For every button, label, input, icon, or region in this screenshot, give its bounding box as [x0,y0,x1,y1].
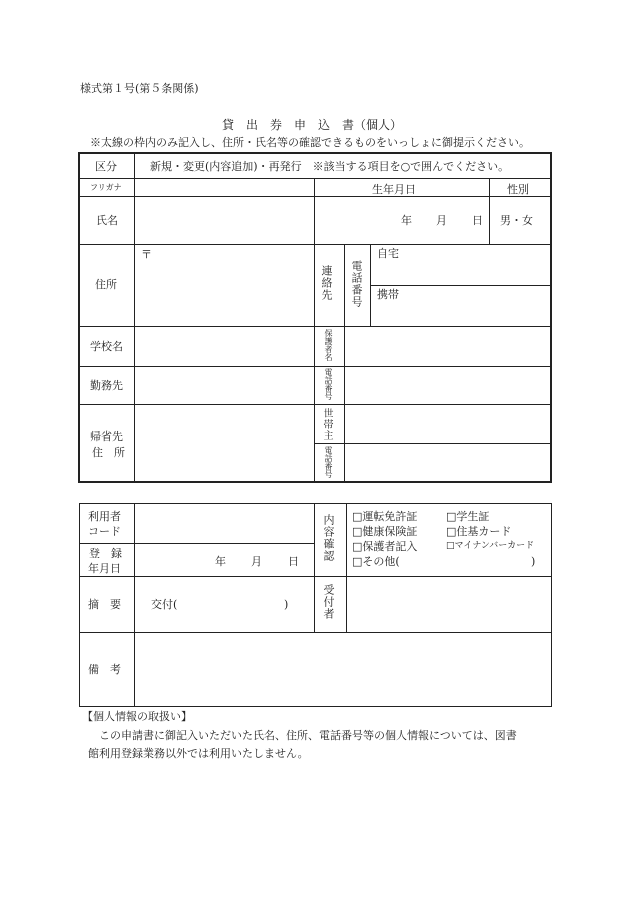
hometown-address-field[interactable] [136,406,312,481]
receiver-field[interactable] [348,578,550,631]
remarks-label: 備 考 [88,663,121,676]
registration-date-label-2: 年月日 [88,562,121,575]
gender-label: 性別 [507,183,529,196]
check-other[interactable]: □その他( [352,555,400,568]
work-label: 勤務先 [90,379,123,392]
school-label: 学校名 [90,340,123,353]
category-options: 新規・変更(内容追加)・再発行 ※該当する項目を○で囲んでください。 [150,160,510,173]
hometown-phone-field[interactable] [346,445,550,481]
furigana-field[interactable] [136,180,312,195]
issue-close: ) [284,598,289,611]
address-label: 住所 [95,278,117,291]
birth-year-label: 年 [401,214,412,227]
reg-year-label: 年 [215,555,226,568]
hometown-phone-label: 電話番号 [324,446,333,478]
privacy-line-1: この申請書に御記入いただいた氏名、住所、電話番号等の個人情報については、図書 [88,729,517,742]
birth-day-label: 日 [472,214,483,227]
hometown-label: 帰省先 [90,430,123,443]
work-field[interactable] [136,368,312,403]
category-label: 区分 [95,160,117,173]
work-phone-label: 電話番号 [324,368,333,400]
registration-date-label: 登 録 [89,547,122,560]
householder-label: 世帯主 [321,408,332,441]
guardian-name-field[interactable] [346,328,550,365]
address-field[interactable] [136,246,312,325]
check-other-close: ) [531,555,536,568]
phone-label: 電話番号 [350,260,363,308]
postal-mark: 〒 [141,248,152,261]
name-label: 氏名 [96,214,118,227]
user-code-field[interactable] [136,505,312,542]
name-field[interactable] [136,198,312,243]
check-resident-card[interactable]: □住基カード [446,525,512,538]
user-code-label-2: コード [88,525,121,538]
hometown-address-label: 住 所 [92,446,125,459]
mobile-phone-label: 携帯 [377,288,399,301]
issue-label: 交付( [151,598,178,611]
issue-field[interactable] [185,593,282,613]
notice-text: ※太線の枠内のみ記入し、住所・氏名等の確認できるものをいっしょに御提示ください。 [90,136,530,149]
remarks-field[interactable] [136,634,550,705]
work-phone-field[interactable] [346,368,550,403]
householder-field[interactable] [346,406,550,442]
gender-options[interactable]: 男・女 [500,214,533,227]
privacy-title: 【個人情報の取扱い】 [82,710,192,723]
birthdate-label: 生年月日 [372,183,416,196]
check-mynumber[interactable]: □マイナンバーカード [446,541,535,551]
home-phone-label: 自宅 [377,247,399,260]
birth-month-label: 月 [436,214,447,227]
contact-label: 連絡先 [320,265,333,301]
furigana-label: フリガナ [90,183,122,192]
check-license[interactable]: □運転免許証 [352,510,418,523]
content-check-label: 内容確認 [322,514,335,562]
reg-day-label: 日 [288,555,299,568]
summary-label: 摘 要 [88,598,121,611]
reg-month-label: 月 [251,555,262,568]
check-insurance[interactable]: □健康保険証 [352,525,418,538]
check-guardian[interactable]: □保護者記入 [352,540,418,553]
check-student-id[interactable]: □学生証 [446,510,490,523]
page-title: 貸 出 券 申 込 書（個人） [222,118,403,132]
receiver-label: 受付者 [322,584,335,620]
privacy-line-2: 館利用登録業務以外では利用いたしません。 [88,747,309,760]
user-code-label: 利用者 [88,510,121,523]
form-number: 様式第１号(第５条関係) [80,82,199,95]
school-field[interactable] [136,328,312,365]
guardian-name-label: 保護者名 [324,329,333,361]
